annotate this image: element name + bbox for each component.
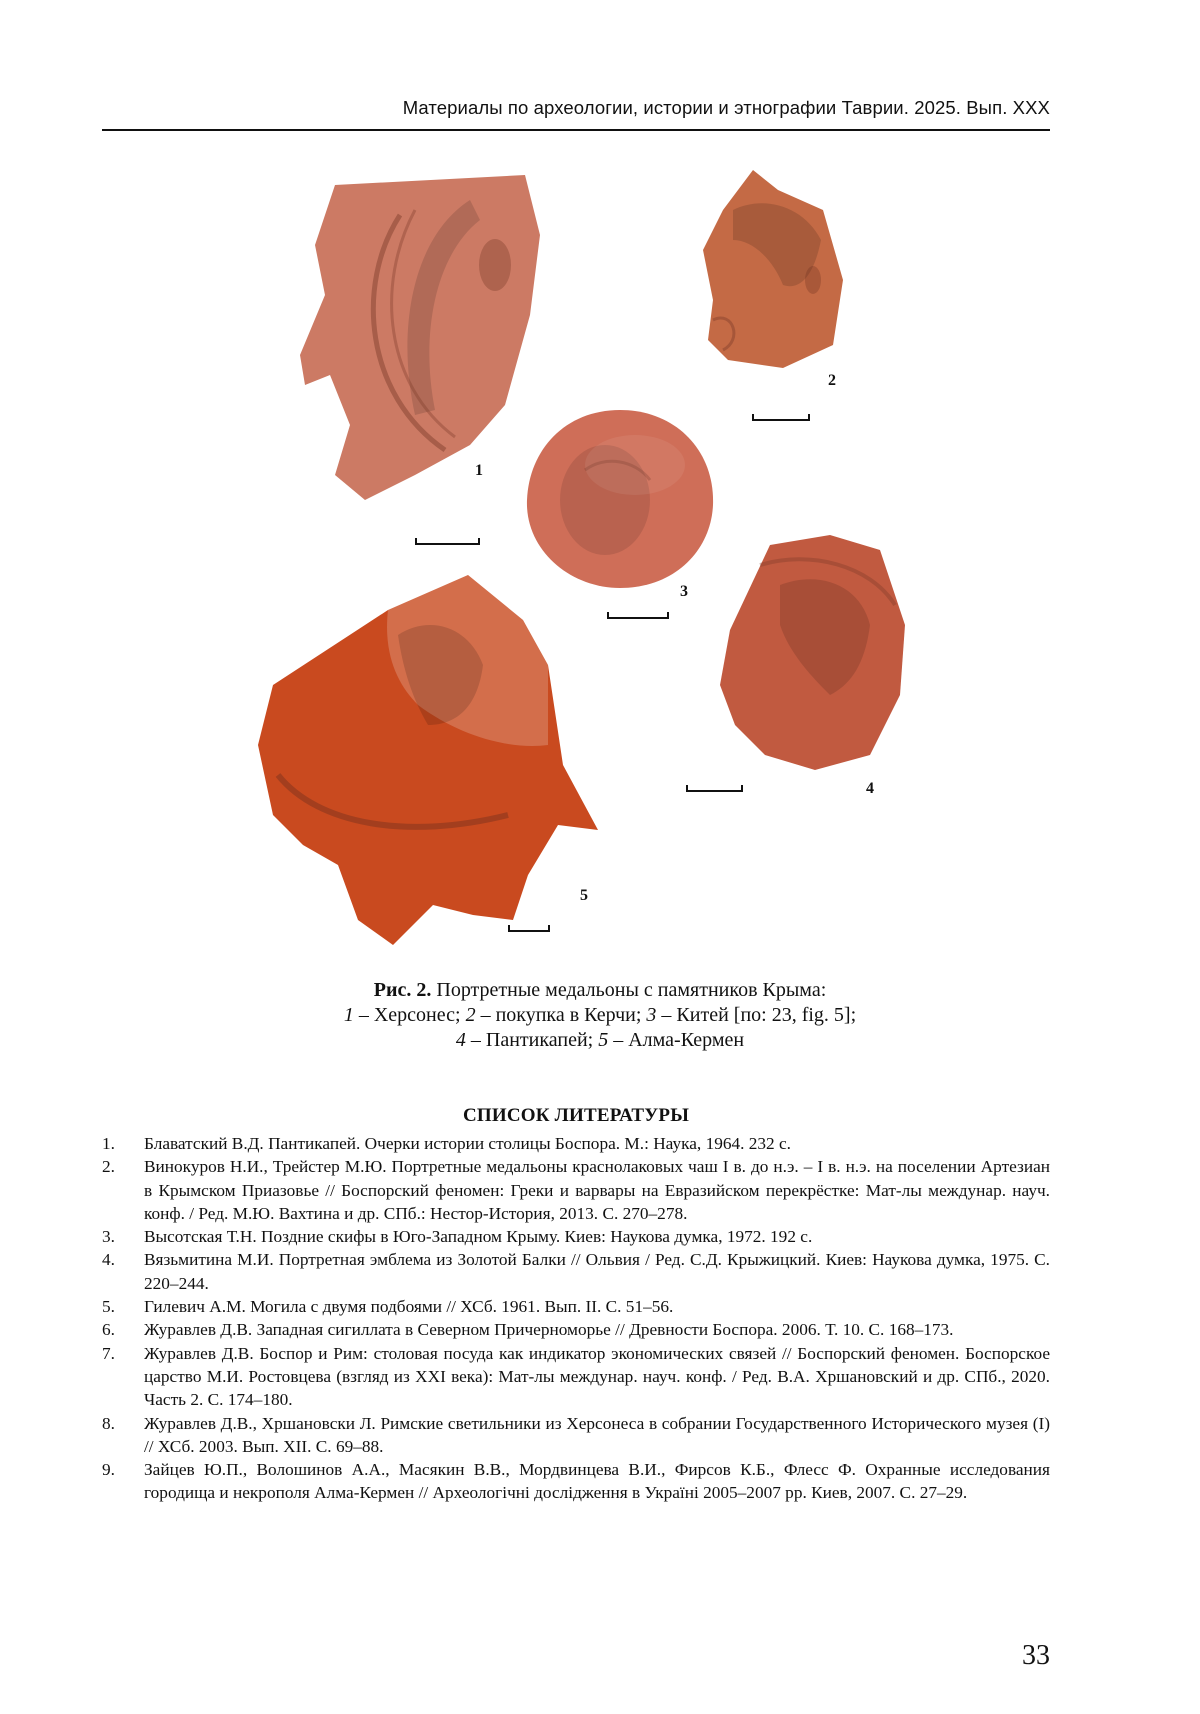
caption-item-text: – покупка в Керчи; — [475, 1004, 647, 1026]
reference-item — [102, 1318, 1050, 1341]
caption-item-text: – Алма-Кермен — [608, 1029, 745, 1051]
reference-item — [102, 1225, 1050, 1248]
running-head: Материалы по археологии, истории и этнографии Таврии. 2025. Вып. XXX — [402, 97, 1050, 118]
reference-text: Журавлев Д.В. Боспор и Рим: столовая посуда как индикатор экономических связей // Боспорский феномен. Боспорское царство М.И. Ростовцева (взгляд из XXI века): Мат-лы междунар. науч. конф. / Ред. В.А. Хршановский и др. СПб., 2020. Часть 2. С. 174–180. — [144, 1343, 1050, 1410]
fragment-2-image — [703, 170, 843, 370]
reference-item — [102, 1295, 1050, 1318]
reference-item — [102, 1132, 1050, 1155]
fragment-4-drawing — [720, 535, 910, 770]
page-number: 33 — [1022, 1640, 1050, 1671]
reference-item — [102, 1458, 1050, 1505]
caption-item-text: – Херсонес; — [353, 1004, 466, 1026]
reference-item — [102, 1248, 1050, 1295]
reference-number: 5. — [102, 1297, 115, 1317]
reference-item — [102, 1155, 1050, 1225]
reference-text: Гилевич А.М. Могила с двумя подбоями // ХСб. 1961. Вып. II. С. 51–56. — [144, 1297, 674, 1317]
caption-line-3 — [150, 1028, 1050, 1053]
fragment-4-image — [720, 535, 910, 770]
caption-line-1 — [150, 978, 1050, 1003]
reference-number: 7. — [102, 1343, 115, 1363]
reference-item — [102, 1342, 1050, 1412]
figure-plate — [0, 150, 1200, 960]
reference-number: 4. — [102, 1250, 115, 1270]
reference-text: Журавлев Д.В. Западная сигиллата в Северном Причерноморье // Древности Боспора. 2006. Т. 10. С. 168–173. — [144, 1320, 954, 1340]
figure-label-5: 5 — [580, 887, 588, 904]
caption-item-num: 4 — [455, 1029, 466, 1051]
reference-number: 1. — [102, 1134, 115, 1153]
caption-figure-label: Рис. 2. — [373, 979, 432, 1001]
scale-bar-4 — [686, 785, 743, 792]
caption-item-num: 2 — [465, 1004, 476, 1026]
reference-number: 6. — [102, 1320, 115, 1340]
caption-item-num: 1 — [343, 1004, 354, 1026]
reference-number: 3. — [102, 1227, 115, 1247]
scale-bar-1 — [415, 538, 480, 545]
figure-caption — [150, 978, 1050, 1053]
fragment-1-drawing — [295, 175, 545, 505]
references-title: СПИСОК ЛИТЕРАТУРЫ — [462, 1105, 690, 1126]
caption-item-text: – Пантикапей; — [465, 1029, 599, 1051]
fragment-1-image — [295, 175, 545, 505]
reference-number: 2. — [102, 1157, 115, 1177]
reference-text: Высотская Т.Н. Поздние скифы в Юго-Западном Крыму. Киев: Наукова думка, 1972. 192 с. — [144, 1227, 813, 1247]
reference-text: Зайцев Ю.П., Волошинов А.А., Масякин В.В., Мордвинцева В.И., Фирсов К.Б., Флесс Ф. Охранные исследования городища и некрополя Алма-Кермен // Археологічні дослідження в Україні 2005–2007 рр. Киев, 2007. С. 27–29. — [144, 1460, 1050, 1503]
caption-item-num: 3 — [646, 1004, 657, 1026]
header-rule — [102, 129, 1050, 131]
scale-bar-5 — [508, 925, 550, 932]
caption-line-2 — [150, 1003, 1050, 1028]
figure-label-4: 4 — [866, 780, 874, 797]
references-list — [102, 1132, 1050, 1505]
caption-title: Портретные медальоны с памятников Крыма: — [431, 979, 827, 1001]
caption-item-text: – Китей [по: 23, fig. 5]; — [656, 1004, 857, 1026]
scale-bar-3 — [607, 612, 669, 619]
figure-label-2: 2 — [828, 372, 836, 389]
reference-item — [102, 1412, 1050, 1459]
reference-text: Винокуров Н.И., Трейстер М.Ю. Портретные медальоны краснолаковых чаш I в. до н.э. – I в. н.э. на поселении Артезиан в Крымском Приазовье // Боспорский феномен: Греки и варвары на Евразийском перекрёстке: Мат-лы междунар. науч. конф. / Ред. М.Ю. Вахтина и др. СПб.: Нестор-История, 2013. С. 270–278. — [144, 1157, 1050, 1223]
fragment-3-image — [525, 410, 715, 590]
reference-number: 8. — [102, 1413, 115, 1433]
figure-label-3: 3 — [680, 583, 688, 600]
fragment-5-image — [258, 575, 598, 945]
fragment-2-drawing — [703, 170, 843, 370]
caption-item-num: 5 — [598, 1029, 609, 1051]
scale-bar-2 — [752, 414, 810, 421]
fragment-3-drawing — [525, 410, 715, 590]
reference-text: Журавлев Д.В., Хршановски Л. Римские светильники из Херсонеса в собрании Государственного Исторического музея (I) // ХСб. 2003. Вып. XII. С. 69–88. — [144, 1413, 1050, 1456]
reference-text: Блаватский В.Д. Пантикапей. Очерки истории столицы Боспора. М.: Наука, 1964. 232 с. — [144, 1134, 791, 1153]
reference-number: 9. — [102, 1460, 115, 1480]
reference-text: Вязьмитина М.И. Портретная эмблема из Золотой Балки // Ольвия / Ред. С.Д. Крыжицкий. Киев: Наукова думка, 1975. С. 220–244. — [144, 1250, 1050, 1293]
figure-label-1: 1 — [475, 462, 483, 479]
fragment-5-drawing — [258, 575, 598, 945]
